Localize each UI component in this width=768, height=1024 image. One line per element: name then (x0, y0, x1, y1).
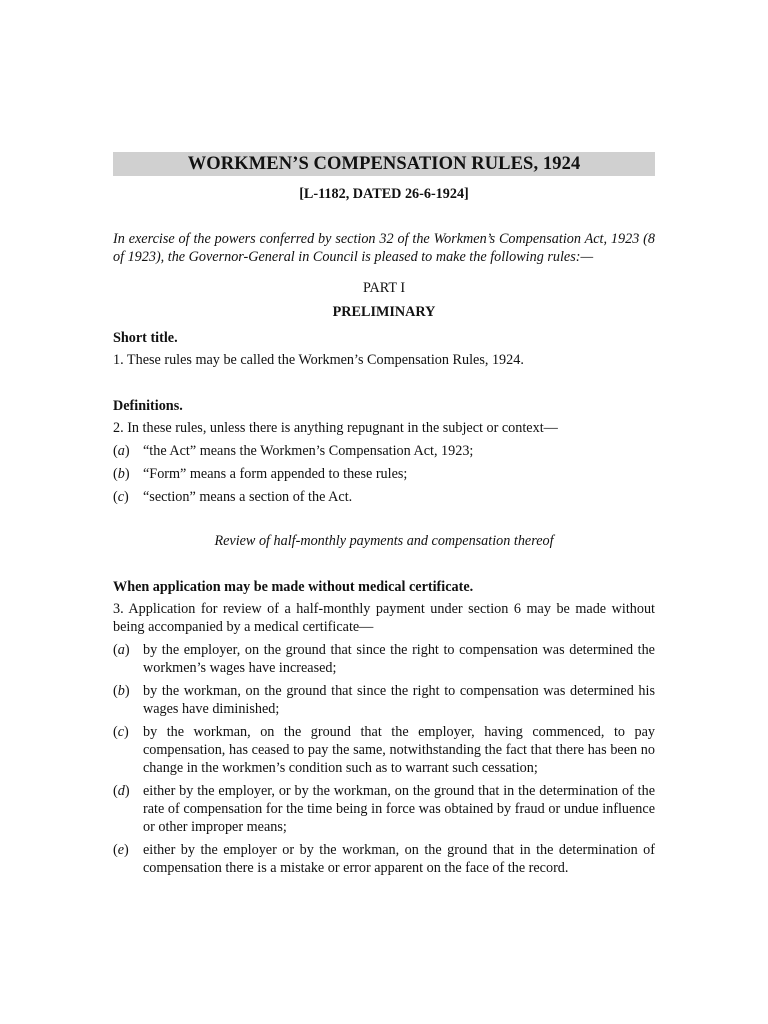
item-text: “the Act” means the Workmen’s Compensation Act, 1923; (143, 443, 474, 459)
application-item (113, 841, 655, 877)
rule-2-text: 2. In these rules, unless there is anything repugnant in the subject or context— (113, 420, 558, 436)
item-label: (b) (113, 683, 130, 699)
part-number: PART I (362, 280, 406, 296)
definition-item (113, 442, 655, 460)
item-text: “Form” means a form appended to these rules; (143, 466, 408, 482)
application-item (113, 723, 655, 777)
application-item (113, 641, 655, 677)
document-content (113, 152, 655, 877)
application-item (113, 782, 655, 836)
application-item (113, 682, 655, 718)
document-subtitle: [L-1182, DATED 26-6-1924] (299, 186, 469, 202)
item-label: (b) (113, 466, 130, 482)
review-section-heading: Review of half-monthly payments and compensation thereof (214, 533, 554, 549)
item-label: (d) (113, 783, 130, 799)
document-title: WORKMEN’S COMPENSATION RULES, 1924 (113, 152, 655, 176)
short-title-heading: Short title. (113, 330, 178, 346)
application-heading: When application may be made without medical certificate. (113, 579, 474, 595)
definition-item (113, 465, 655, 483)
item-label: (a) (113, 642, 130, 658)
definition-item (113, 488, 655, 506)
item-label: (c) (113, 724, 129, 740)
preamble: In exercise of the powers conferred by section 32 of the Workmen’s Compensation Act, 1923 (8 of 1923), the Governor-General in Council is pleased to make the following rules:— (113, 231, 655, 265)
item-text: either by the employer, or by the workman, on the ground that in the determination of the rate of compensation for the time being in force was obtained by fraud or undue influence or other improper means; (143, 783, 655, 835)
item-label: (a) (113, 443, 130, 459)
item-label: (c) (113, 489, 129, 505)
item-text: by the workman, on the ground that the employer, having commenced, to pay compensation, has ceased to pay the same, notwithstanding the fact that there has been no change in the workmen’s condition such as to warrant such cessation; (143, 724, 655, 776)
item-text: “section” means a section of the Act. (143, 489, 353, 505)
item-text: either by the employer or by the workman, on the ground that in the determination of compensation there is a mistake or error apparent on the face of the record. (143, 842, 655, 876)
item-text: by the employer, on the ground that since the right to compensation was determined the workmen’s wages have increased; (143, 642, 655, 676)
rule-3-text: 3. Application for review of a half-monthly payment under section 6 may be made without being accompanied by a medical certificate— (113, 601, 655, 635)
item-label: (e) (113, 842, 129, 858)
definitions-heading: Definitions. (113, 398, 183, 414)
rule-1-text: 1. These rules may be called the Workmen’s Compensation Rules, 1924. (113, 352, 524, 368)
item-text: by the workman, on the ground that since the right to compensation was determined his wages have diminished; (143, 683, 655, 717)
part-title: PRELIMINARY (332, 304, 436, 320)
